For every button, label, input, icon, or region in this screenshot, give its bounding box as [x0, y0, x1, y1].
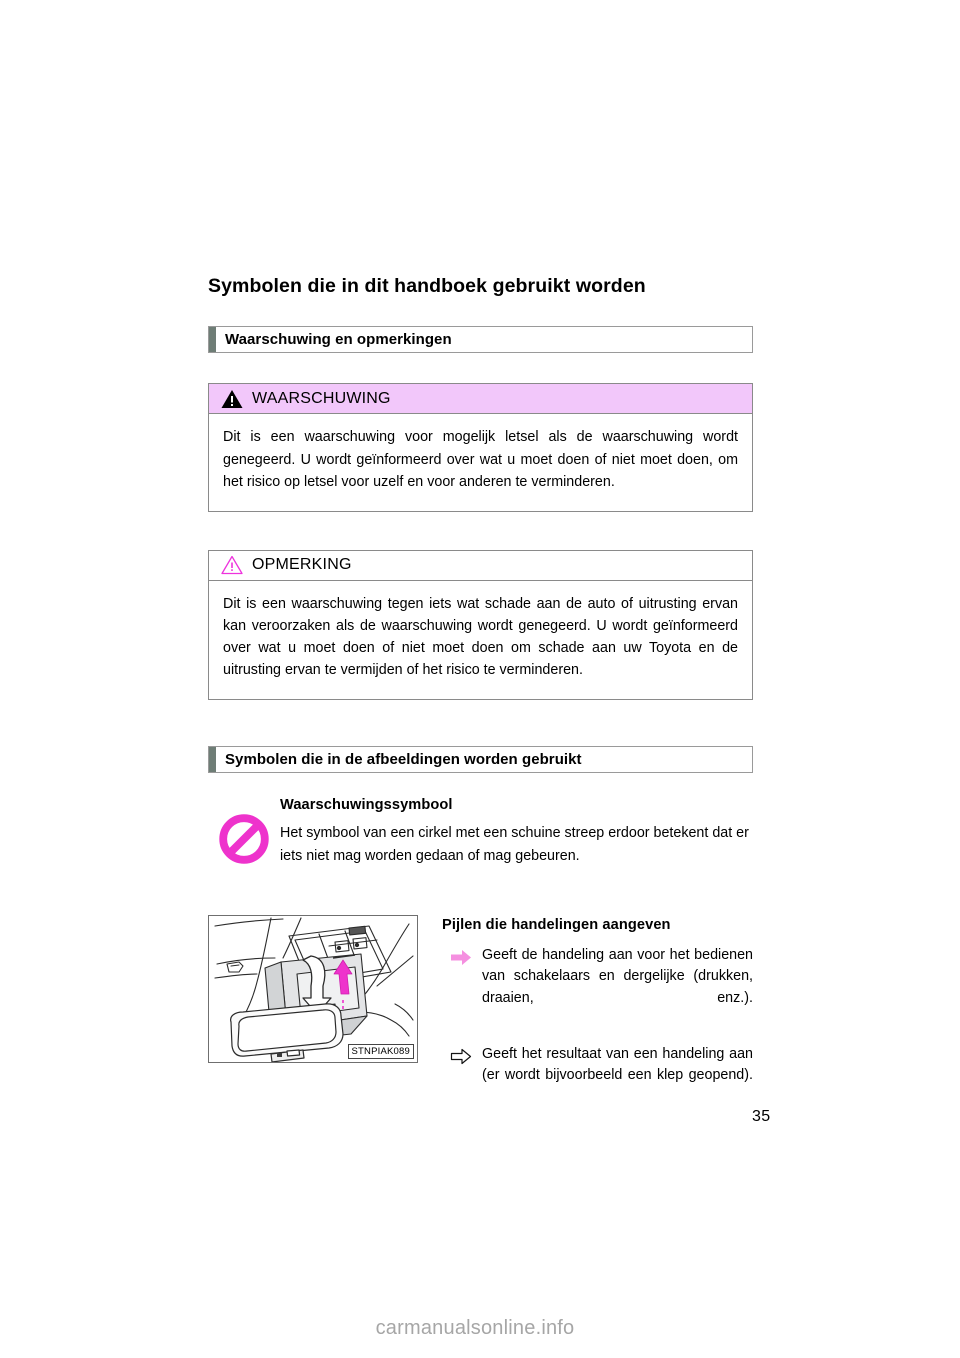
prohibition-figure: [208, 797, 280, 865]
outline-arrow-right-icon: [450, 1048, 472, 1065]
page-title: Symbolen die in dit handboek gebruikt worden: [208, 275, 646, 297]
arrows-heading: Pijlen die handelingen aangeven: [442, 916, 671, 933]
solid-pink-arrow-right-icon-wrap: [450, 945, 480, 971]
section-accent-bar: [209, 747, 216, 772]
arrow-item: [442, 945, 753, 1031]
illustration-code-label: STNPIAK089: [348, 1044, 415, 1059]
prohibition-heading: Waarschuwingssymbool: [280, 797, 453, 814]
notice-triangle-outline-icon: [221, 555, 243, 575]
prohibition-circle-slash-icon: [218, 813, 270, 865]
illustration-wrapper: [208, 915, 420, 1063]
arrow-item: [442, 1044, 753, 1108]
page-content: [208, 275, 753, 1121]
solid-pink-arrow-right-icon: [450, 949, 472, 966]
prohibition-text-block: [280, 797, 753, 866]
prohibition-symbol-row: [208, 797, 753, 866]
section-header-label: Symbolen die in de afbeeldingen worden gebruikt: [225, 751, 582, 769]
arrows-symbol-row: [208, 915, 753, 1121]
warning-triangle-filled-icon: [221, 389, 243, 409]
arrow-item-text: Geeft het resultaat van een handeling aan (er wordt bijvoorbeeld een klep geopend).: [482, 1045, 753, 1083]
section-header-symbols-in-illustrations: [208, 746, 753, 773]
notice-box-header: [209, 551, 752, 581]
section-header-label: Waarschuwing en opmerkingen: [225, 331, 452, 349]
section-accent-bar: [209, 327, 216, 352]
site-watermark: carmanualsonline.info: [375, 1317, 575, 1339]
page-number: 35: [752, 1108, 771, 1125]
notice-box-title: OPMERKING: [252, 556, 352, 574]
outline-arrow-right-icon-wrap: [450, 1044, 480, 1070]
prohibition-description: Het symbool van een cirkel met een schuine streep erdoor betekent dat er iets niet mag worden gedaan of mag gebeuren.: [280, 825, 749, 864]
overhead-console-sunglasses-holder-illustration: [208, 915, 418, 1063]
notice-box: [208, 550, 753, 701]
warning-box: [208, 383, 753, 511]
arrow-item-text: Geeft de handeling aan voor het bedienen van schakelaars en dergelijke (drukken, draaien, enz.).: [482, 946, 753, 1006]
section-header-warnings-and-notes: [208, 326, 753, 353]
warning-box-header: [209, 384, 752, 414]
warning-box-title: WAARSCHUWING: [252, 389, 391, 407]
notice-box-body: Dit is een waarschuwing tegen iets wat schade aan de auto of uitrusting ervan kan veroorzaken als de waarschuwing wordt genegeerd. U wordt geïnformeerd over wat u moet doen of niet moet doen om schade aan uw Toyota en de uitrusting ervan te vermijden of het risico te verminderen.: [223, 595, 738, 679]
warning-box-body: Dit is een waarschuwing voor mogelijk letsel als de waarschuwing wordt genegeerd. U wordt geïnformeerd over wat u moet doen of niet moet doen, om het risico op letsel voor uzelf en voor anderen te verminderen.: [223, 429, 738, 490]
arrows-text-block: [420, 915, 753, 1121]
overhead-console-line-drawing: [209, 916, 417, 1062]
